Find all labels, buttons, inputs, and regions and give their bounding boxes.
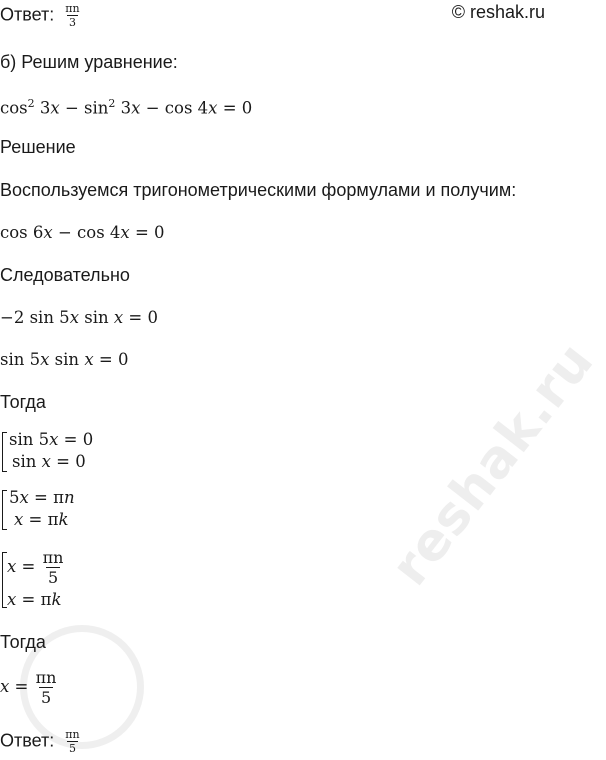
system-2 bbox=[0, 488, 200, 532]
system-1 bbox=[0, 430, 200, 474]
top-answer bbox=[0, 2, 82, 29]
final-fraction: $\frac{\pi n}{5}$ bbox=[35, 668, 57, 707]
final-equation: x = $\frac{\pi n}{5}$ bbox=[0, 668, 57, 707]
step1-text: Воспользуемся тригонометрическими формулами и получим: bbox=[0, 180, 517, 200]
main-equation: $\cos^2 3x - \sin^2 3x - \cos 4x = 0$ bbox=[0, 97, 253, 118]
system-1-row-1: sin 5x = 0 bbox=[9, 430, 94, 449]
final-answer-fraction: $\frac{\pi n}{5}$ bbox=[65, 728, 80, 755]
system-3 bbox=[0, 548, 200, 610]
system-2-row-1: 5x = πn bbox=[9, 488, 75, 507]
watermark-text: reshak.ru bbox=[380, 331, 606, 597]
system-3-row-2: x = πk bbox=[7, 590, 62, 609]
system-3-fraction: $\frac{\pi n}{5}$ bbox=[42, 548, 64, 587]
top-answer-label: Ответ: bbox=[0, 4, 55, 25]
then-label-1: Тогда bbox=[0, 392, 46, 412]
step2-equation: −2 sin 5x sin x = 0 bbox=[0, 308, 159, 327]
system-2-bracket bbox=[2, 490, 7, 530]
solution-label: Решение bbox=[0, 137, 76, 157]
step3-equation: sin 5x sin x = 0 bbox=[0, 350, 129, 369]
system-2-row-2: x = πk bbox=[14, 510, 69, 529]
system-1-bracket bbox=[2, 432, 7, 472]
part-b-title: б) Решим уравнение: bbox=[0, 52, 178, 72]
system-1-row-2: sin x = 0 bbox=[12, 452, 86, 471]
site-copyright: © reshak.ru bbox=[451, 2, 545, 22]
final-answer-label: Ответ: bbox=[0, 730, 55, 751]
final-answer bbox=[0, 728, 82, 755]
top-answer-fraction: $\frac{\pi n}{3}$ bbox=[65, 2, 80, 29]
system-3-row-1: x = $\frac{\pi n}{5}$ bbox=[7, 548, 64, 587]
step2-text: Следовательно bbox=[0, 265, 130, 285]
step1-equation: cos 6x − cos 4x = 0 bbox=[0, 223, 165, 242]
then-label-2: Тогда bbox=[0, 632, 46, 652]
